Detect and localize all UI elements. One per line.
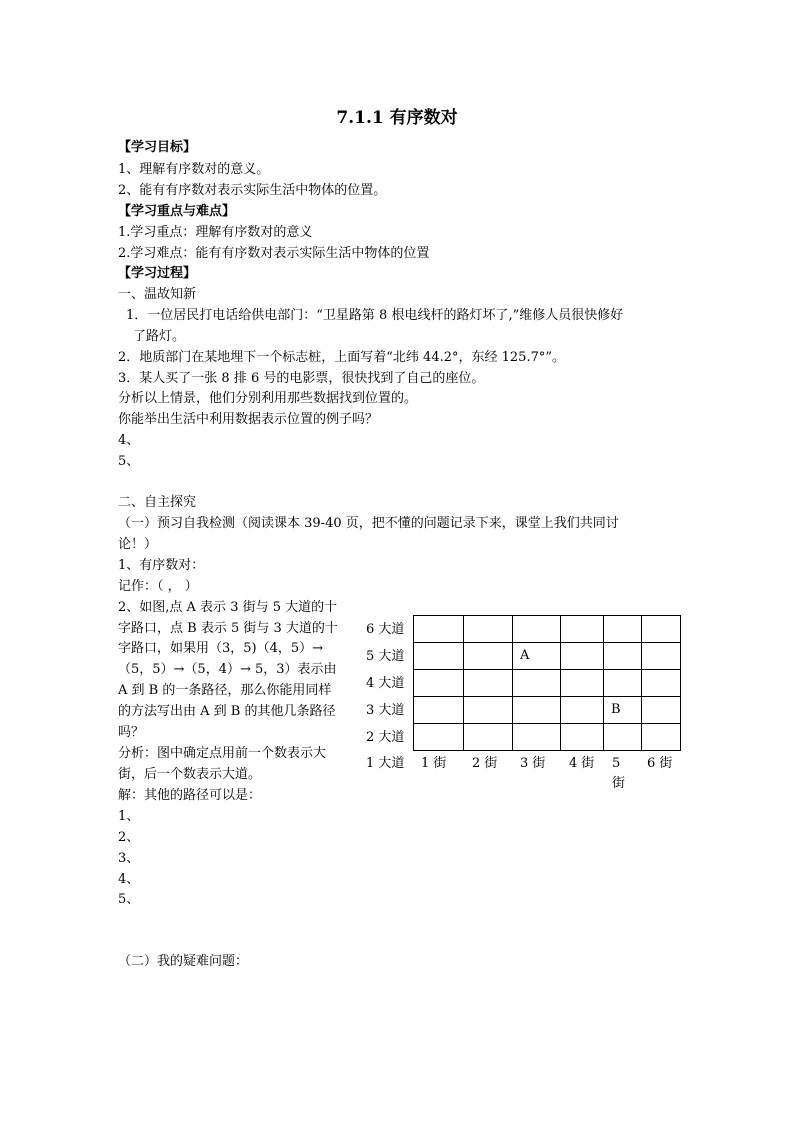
explore-q1: 1、有序数对： <box>118 558 205 573</box>
review-item-2: 2．地质部门在某地埋下一个标志桩，上面写着“北纬 44.2°，东经 125.7°”。 <box>118 350 565 365</box>
answer-blank: 2、 <box>118 830 140 845</box>
explore-analysis-line: 分析：图中确定点用前一个数表示大 <box>118 746 327 761</box>
row-label: 6 大道 <box>366 622 405 637</box>
answer-blank: 5、 <box>118 892 140 907</box>
explore-q2-line: 字路口，点 B 表示 5 街与 3 大道的十 <box>118 621 338 636</box>
goal-item: 1、理解有序数对的意义。 <box>118 162 270 177</box>
review-heading: 一、温故知新 <box>118 287 197 302</box>
goal-item: 2、能有有序数对表示实际生活中物体的位置。 <box>118 183 387 198</box>
review-analysis: 分析以上情景，他们分别利用那些数据找到位置的。 <box>118 391 418 406</box>
row-label: 3 大道 <box>366 703 405 718</box>
review-item-1-cont: 了路灯。 <box>133 329 186 344</box>
explore-q2-line: 的方法写出由 A 到 B 的其他几条路径 <box>118 704 336 719</box>
row-label: 5 大道 <box>366 649 405 664</box>
explore-sub1-cont: 论！） <box>118 537 158 552</box>
explore-analysis-line: 街，后一个数表示大道。 <box>118 767 262 782</box>
explore-heading: 二、自主探究 <box>118 495 197 510</box>
answer-blank: 1、 <box>118 809 140 824</box>
bottom-label-extra: 街 <box>612 776 626 791</box>
point-b-label: B <box>611 702 621 717</box>
bottom-label: 3 街 <box>520 756 546 771</box>
bottom-label: 2 街 <box>472 756 498 771</box>
explore-q2-line: 字路口，如果用（3，5)（4，5）→ <box>118 641 324 656</box>
bottom-label: 1 街 <box>421 756 447 771</box>
bottom-label: 5 <box>612 756 621 771</box>
answer-blank: 3、 <box>118 851 140 866</box>
section-process-heading: 【学习过程】 <box>118 266 197 281</box>
point-a-label: A <box>520 648 530 663</box>
bottom-label: 1 大道 <box>366 756 405 771</box>
explore-sub2: （二）我的疑难问题： <box>118 954 249 969</box>
review-question: 你能举出生活中利用数据表示位置的例子吗？ <box>118 412 379 427</box>
explore-q2-line: （5，5）→（5，4）→ 5，3）表示由 <box>118 662 337 677</box>
review-item-1: 1．一位居民打电话给供电部门：“卫星路第 8 根电线杆的路灯坏了,”维修人员很快修好 <box>126 308 624 323</box>
keypoint-item: 1.学习重点：理解有序数对的意义 <box>118 225 313 240</box>
explore-solution: 解：其他的路径可以是： <box>118 788 262 803</box>
page-title: 7.1.1 有序数对 <box>336 108 458 128</box>
explore-q2-line: 2、如图,点 A 表示 3 街与 5 大道的十 <box>118 600 338 615</box>
section-goals-heading: 【学习目标】 <box>118 140 197 155</box>
keypoint-item: 2.学习难点：能有有序数对表示实际生活中物体的位置 <box>118 246 430 261</box>
row-label: 4 大道 <box>366 676 405 691</box>
explore-sub1: （一）预习自我检测（阅读课本 39-40 页，把不懂的问题记录下来，课堂上我们共同讨 <box>118 516 619 531</box>
grid-border <box>414 616 681 751</box>
review-item-3: 3．某人买了一张 8 排 6 号的电影票，很快找到了自己的座位。 <box>118 371 485 386</box>
explore-q2-line: 吗？ <box>118 725 145 740</box>
bottom-label: 4 街 <box>569 756 595 771</box>
bottom-label: 6 街 <box>647 756 673 771</box>
answer-blank: 4、 <box>118 872 140 887</box>
explore-notation: 记作：（ ， ） <box>118 579 198 594</box>
answer-blank: 4、 <box>118 433 140 448</box>
section-keypoints-heading: 【学习重点与难点】 <box>118 204 236 219</box>
row-label: 2 大道 <box>366 730 405 745</box>
explore-q2-line: A 到 B 的一条路径，那么你能用同样 <box>118 683 332 698</box>
answer-blank: 5、 <box>118 454 140 469</box>
